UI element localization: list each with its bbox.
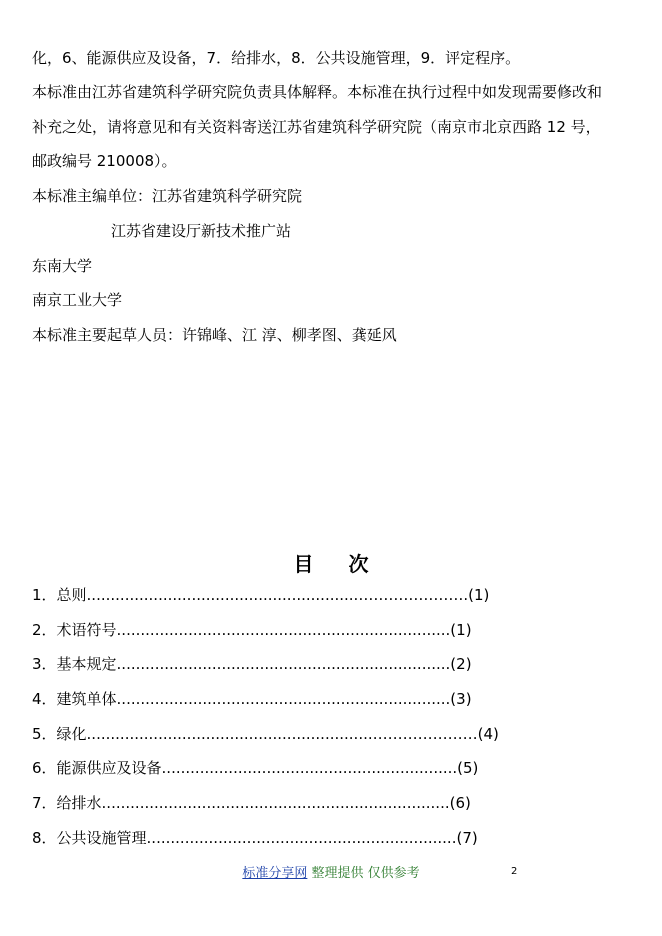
toc-item-4[interactable]: 4．建筑单体......................................................................(3) xyxy=(32,690,472,708)
toc-item-2[interactable]: 2．术语符号......................................................................(1) xyxy=(32,621,472,639)
page-number: 2 xyxy=(511,866,518,877)
toc-item-3[interactable]: 3．基本规定......................................................................(2) xyxy=(32,655,472,673)
chief-editor-line: 本标准主编单位：江苏省建筑科学研究院 xyxy=(32,187,303,205)
toc-item-5[interactable]: 5．绿化............................................................…………………(4) xyxy=(32,725,499,743)
toc-item-6[interactable]: 6．能源供应及设备..............................................................(5) xyxy=(32,759,479,777)
toc-title: 目 次 xyxy=(293,552,383,576)
body-line-4: 邮政编号 210008）。 xyxy=(32,152,177,170)
body-line-3: 补充之处，请将意见和有关资料寄送江苏省建筑科学研究院（南京市北京西路 12 号， xyxy=(32,118,601,136)
toc-item-1[interactable]: 1．总则.........................................................………………….(1) xyxy=(32,586,490,604)
footer-link[interactable]: 标准分享网 xyxy=(242,866,308,881)
body-line-1: 化，6、能源供应及设备，7．给排水，8．公共设施管理，9．评定程序。 xyxy=(32,49,521,67)
unit-southeast-university: 东南大学 xyxy=(32,257,93,275)
drafters-line: 本标准主要起草人员：许锦峰、江 淳、柳孝图、龚延风 xyxy=(32,326,397,344)
body-line-2: 本标准由江苏省建筑科学研究院负责具体解释。本标准在执行过程中如发现需要修改和 xyxy=(32,83,603,101)
toc-item-7[interactable]: 7．给排水.........................................................................(6) xyxy=(32,794,471,812)
footer-text: 整理提供 仅供参考 xyxy=(307,866,420,881)
chief-editor-line-2: 江苏省建设厅新技术推广站 xyxy=(111,222,292,240)
footer xyxy=(0,862,662,881)
unit-nanjing-tech: 南京工业大学 xyxy=(32,291,123,309)
toc-item-8[interactable]: 8．公共设施管理.................................................................(7) xyxy=(32,829,478,847)
